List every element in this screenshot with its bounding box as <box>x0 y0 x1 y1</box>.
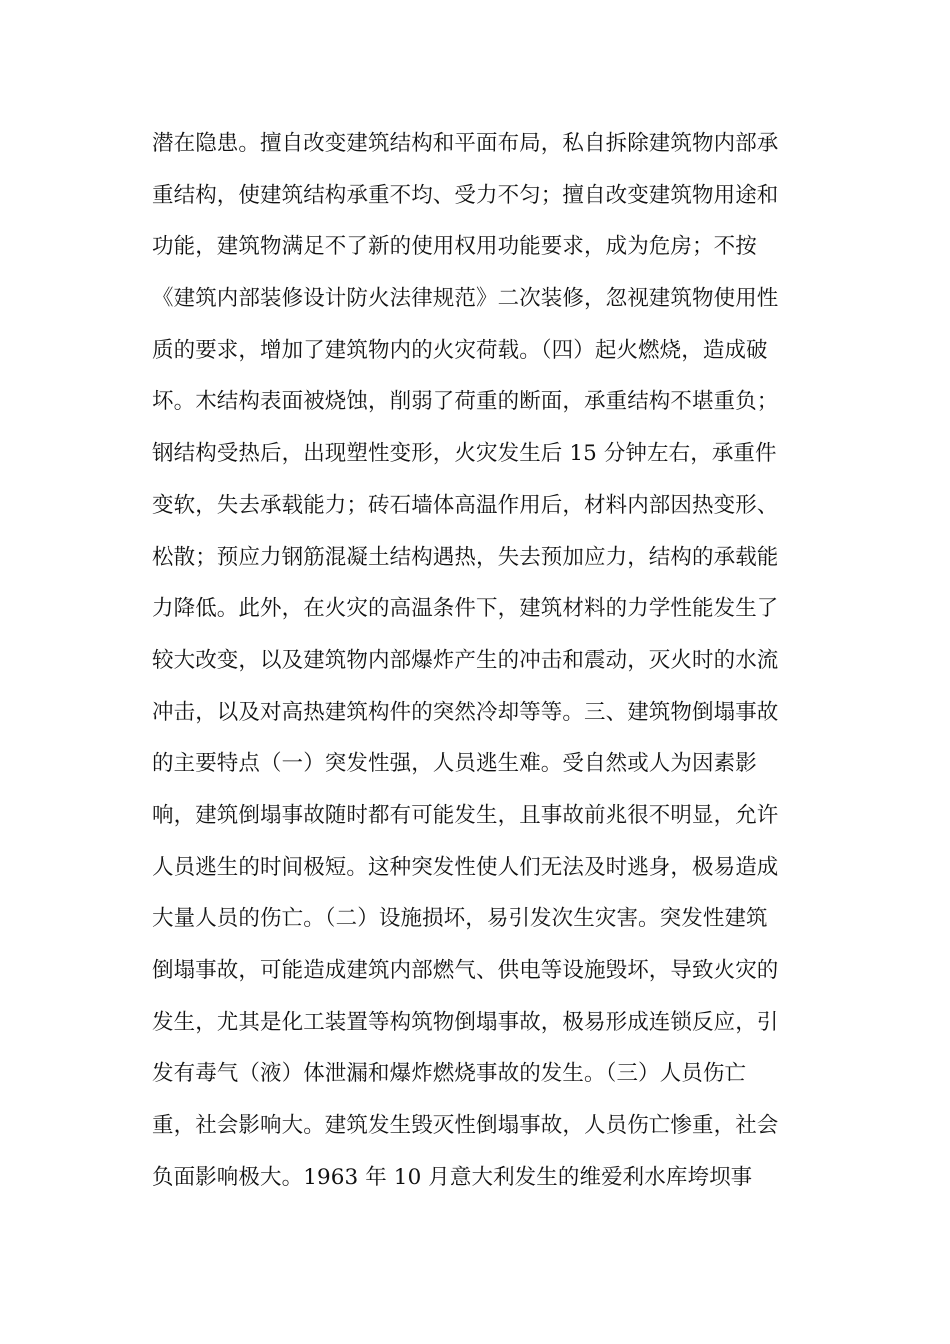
text-line: 倒塌事故，可能造成建筑内部燃气、供电等设施毁坏，导致火灾的 <box>152 958 779 983</box>
text-line: 力降低。此外，在火灾的高温条件下，建筑材料的力学性能发生了 <box>152 596 779 622</box>
text-line: 《建筑内部装修设计防火法律规范》二次装修，忽视建筑物使用性 <box>152 286 779 312</box>
text-line: 重，社会影响大。建筑发生毁灭性倒塌事故，人员伤亡惨重，社会 <box>152 1113 779 1139</box>
body-text <box>152 118 812 1203</box>
text-line: 发有毒气（液）体泄漏和爆炸燃烧事故的发生。（三）人员伤亡 <box>152 1061 747 1087</box>
text-line: 负面影响极大。1963 年 10 月意大利发生的维爱利水库垮坝事 <box>152 1164 753 1190</box>
text-line: 功能，建筑物满足不了新的使用权用功能要求，成为危房；不按 <box>152 234 757 260</box>
text-line: 大量人员的伤亡。（二）设施损坏，易引发次生灾害。突发性建筑 <box>152 906 768 932</box>
text-line: 坏。木结构表面被烧蚀，削弱了荷重的断面，承重结构不堪重负； <box>152 389 779 415</box>
text-line: 潜在隐患。擅自改变建筑结构和平面布局，私自拆除建筑物内部承 <box>152 131 779 156</box>
text-line: 发生，尤其是化工装置等构筑物倒塌事故，极易形成连锁反应，引 <box>152 1009 779 1035</box>
text-line: 的主要特点（一）突发性强，人员逃生难。受自然或人为因素影 <box>152 751 757 777</box>
text-line: 人员逃生的时间极短。这种突发性使人们无法及时逃身，极易造成 <box>152 854 779 880</box>
text-line: 钢结构受热后，出现塑性变形，火灾发生后 15 分钟左右，承重件 <box>152 441 777 467</box>
text-line: 冲击，以及对高热建筑构件的突然冷却等等。三、建筑物倒塌事故 <box>152 699 779 725</box>
text-line: 响，建筑倒塌事故随时都有可能发生，且事故前兆很不明显，允许 <box>152 802 779 828</box>
text-line: 质的要求，增加了建筑物内的火灾荷载。（四）起火燃烧，造成破 <box>152 337 768 363</box>
text-line: 松散；预应力钢筋混凝土结构遇热，失去预加应力，结构的承载能 <box>152 544 779 570</box>
text-line: 变软，失去承载能力；砖石墙体高温作用后，材料内部因热变形、 <box>152 492 779 518</box>
text-line: 重结构，使建筑结构承重不均、受力不匀；擅自改变建筑物用途和 <box>152 182 779 208</box>
text-line: 较大改变，以及建筑物内部爆炸产生的冲击和震动，灭火时的水流 <box>152 647 779 673</box>
